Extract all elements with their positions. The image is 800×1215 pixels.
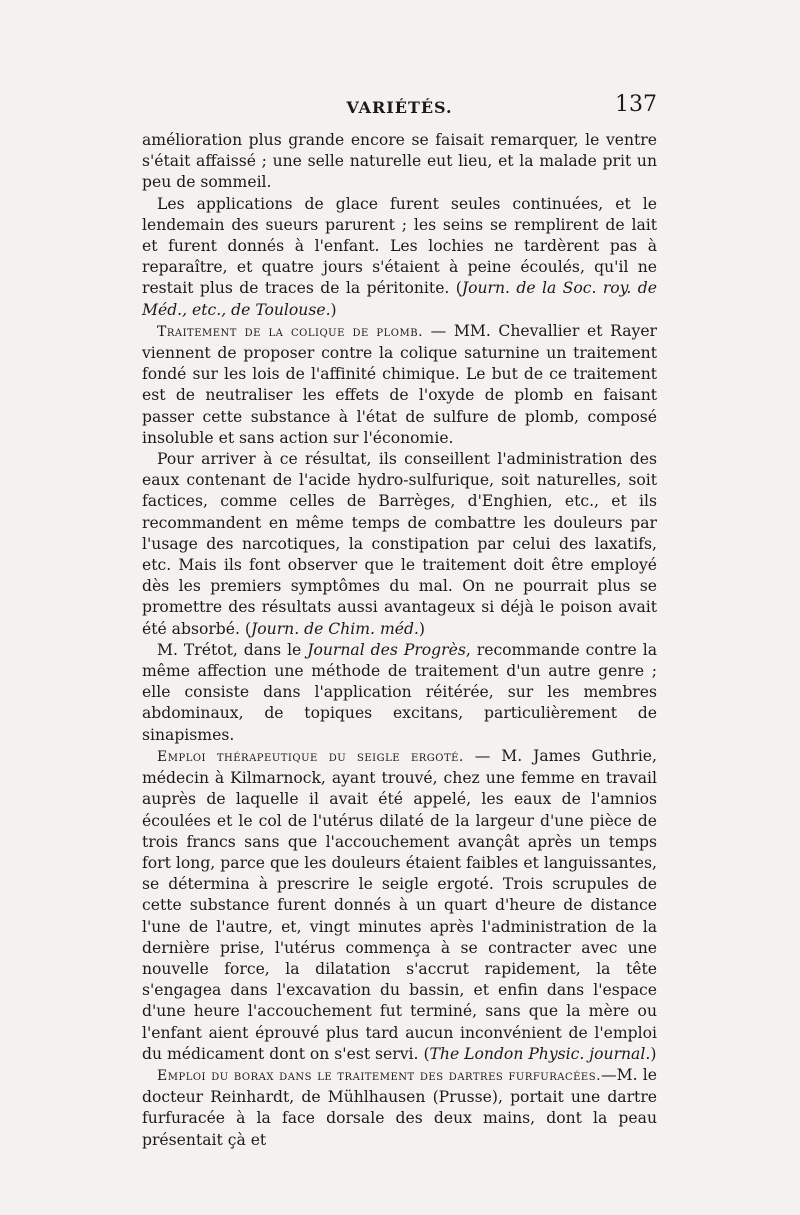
page-body	[142, 130, 657, 1151]
paragraph-text: amélioration plus grande encore se faisait remarquer, le ventre s'était affaissé ; une selle naturelle eut lieu, et la malade prit un peu de sommeil.	[142, 131, 657, 192]
paragraph-borax	[142, 1065, 657, 1151]
paragraph-text-continued: , recommande contre la même affection une méthode de traitement d'un autre genre ; elle consiste dans l'application réitérée, sur les membres abdominaux, de topiques excitans, particulièrement de sinapismes.	[142, 640, 657, 744]
paragraph-text: Les applications de glace furent seules continuées, et le lendemain des sueurs parurent ; les seins se remplirent de lait et furent donnés à l'enfant. Les lochies ne tardèrent pas à reparaître, et quatre jours s'étaient à peine écoulés, qu'il ne restait plus de traces de la péritonite. (	[142, 194, 657, 298]
citation-close: )	[330, 300, 337, 319]
paragraph-text: — M. James Guthrie, médecin à Kilmarnock, ayant trouvé, chez une femme en travail auprès de laquelle il avait été appelé, les eaux de l'amnios écoulées et le col de l'utérus dilaté de la largeur d'une pièce de trois francs sans que l'accouchement avançât après un temps fort long, parce que les douleurs étaient faibles et languissantes, se détermina à prescrire le seigle ergoté. Trois scrupules de cette substance furent donnés à un quart d'heure de distance l'une de l'autre, et, vingt minutes après l'administration de la dernière prise, l'utérus commença à se contracter avec une nouvelle force, la dilatation s'accrut rapidement, la tête s'engagea dans l'excavation du bassin, et enfin dans l'espace d'une heure l'accouchement fut terminé, sans que la mère ou l'enfant aient éprouvé plus tard aucun inconvénient de l'emploi du médicament dont on s'est servi. (	[142, 746, 657, 1063]
running-title: VARIÉTÉS.	[346, 98, 453, 117]
citation: Journ. de la Soc. roy. de Méd., etc., de Toulouse.	[142, 279, 657, 319]
section-heading: Emploi thérapeutique du seigle ergoté.	[157, 748, 464, 765]
paragraph-seigle-ergote	[142, 746, 657, 1065]
section-heading: Traitement de la colique de plomb.	[157, 323, 424, 340]
paragraph-colique-plomb	[142, 321, 657, 449]
citation-close: )	[418, 619, 425, 638]
paragraph-glace	[142, 194, 657, 321]
page-header	[142, 92, 657, 124]
paragraph-text: — MM. Chevallier et Rayer viennent de proposer contre la colique saturnine un traitement fondé sur les lois de l'affinité chimique. Le but de ce traitement est de neutraliser les effets de l'oxyde de plomb en faisant passer cette substance à l'état de sulfure de plomb, composé insoluble et sans action sur l'économie.	[142, 321, 658, 447]
citation: Journ. de Chim. méd.	[251, 619, 419, 638]
citation: The London Physic. journal.	[429, 1044, 651, 1063]
paragraph-text: —M. le docteur Reinhardt, de Mühlhausen (Prusse), portait une dartre furfuracée à la face dorsale des deux mains, dont la peau présentait çà et	[142, 1065, 657, 1149]
page-number: 137	[615, 92, 657, 117]
paragraph-text: M. Trétot, dans le	[157, 640, 308, 659]
paragraph-eaux-sulfureuses	[142, 449, 657, 640]
paragraph-tretot	[142, 640, 657, 746]
paragraph-text: Pour arriver à ce résultat, ils conseillent l'administration des eaux contenant de l'acide hydro-sulfurique, soit naturelles, soit factices, comme celles de Barrèges, d'Enghien, etc., et ils recommandent en même temps de combattre les douleurs par l'usage des narcotiques, la constipation par celui des laxatifs, etc. Mais ils font observer que le traitement doit être employé dès les premiers symptômes du mal. On ne pourrait plus se promettre des résultats aussi avantageux si déjà le poison avait été absorbé. (	[142, 450, 657, 638]
paragraph-continued	[142, 130, 657, 194]
section-heading: Emploi du borax dans le traitement des dartres furfuracées.	[157, 1067, 602, 1084]
citation-close: )	[650, 1044, 657, 1063]
citation: Journal des Progrès	[307, 640, 466, 659]
